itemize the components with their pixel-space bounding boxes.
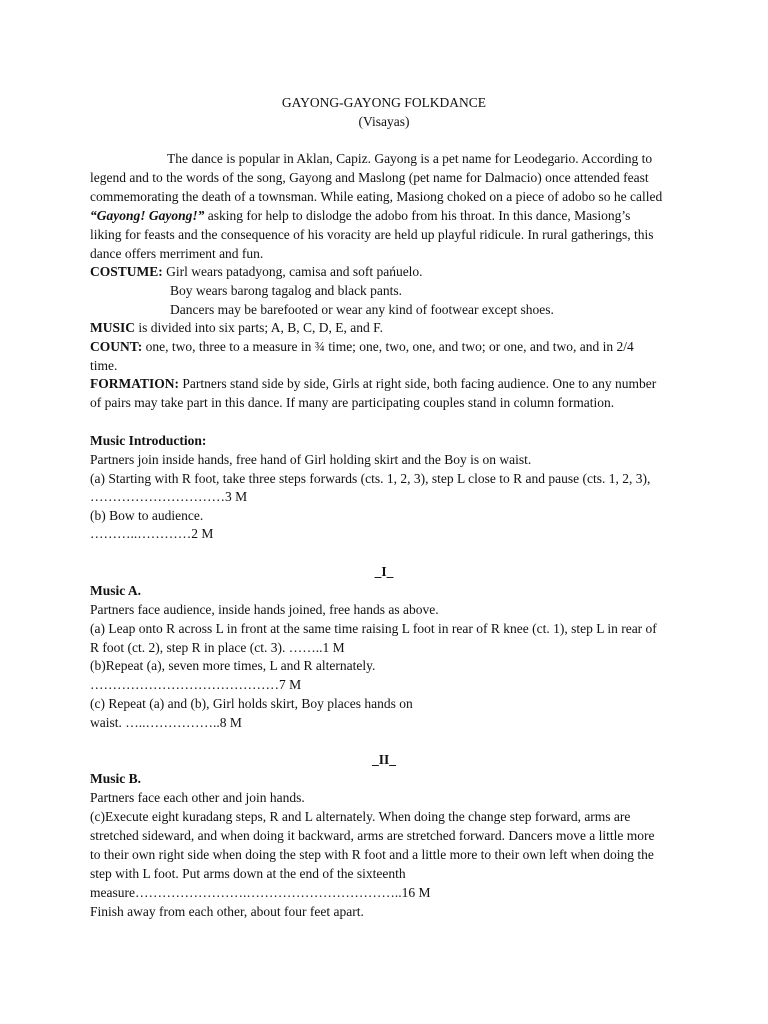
intro-line-5: liking for feasts and the consequence of his voracity are held up playful ridicule. In rural gatherings, this <box>90 227 654 242</box>
count-line-1: COUNT: one, two, three to a measure in ¾ time; one, two, one, and two; or one, and two, and in 2/4 <box>90 339 634 354</box>
music-intro-line-4: (b) Bow to audience. <box>90 508 204 523</box>
part-1-line-1: Partners face audience, inside hands joined, free hands as above. <box>90 602 439 617</box>
part-1-line-5: ……………………………………7 M <box>90 677 302 692</box>
costume-boy-line: Boy wears barong tagalog and black pants. <box>170 283 403 298</box>
music-intro-line-2: (a) Starting with R foot, take three steps forwards (cts. 1, 2, 3), step L close to R and pause (cts. 1, 2, 3), <box>90 471 651 486</box>
count-label: COUNT: <box>90 339 143 354</box>
formation-line-2: of pairs may take part in this dance. If many are participating couples stand in column formation. <box>90 395 615 410</box>
part-2-line-3: stretched sideward, and when doing it backward, arms are stretched forward. Dancers move a little more <box>90 828 655 843</box>
music-intro-heading: Music Introduction: <box>90 433 207 448</box>
music-intro-line-1: Partners join inside hands, free hand of Girl holding skirt and the Boy is on waist. <box>90 452 532 467</box>
part-1-heading: Music A. <box>90 583 142 598</box>
part-2-line-1: Partners face each other and join hands. <box>90 790 305 805</box>
part-2-numeral: _II_ <box>371 752 396 767</box>
document-title: GAYONG-GAYONG FOLKDANCE <box>281 95 487 110</box>
costume-line: COSTUME: Girl wears patadyong, camisa and soft pańuelo. <box>90 264 423 279</box>
part-1-line-4: (b)Repeat (a), seven more times, L and R alternately. <box>90 658 376 673</box>
intro-line-1: The dance is popular in Aklan, Capiz. Gayong is a pet name for Leodegario. According to <box>167 151 653 166</box>
part-2-line-7: Finish away from each other, about four feet apart. <box>90 904 364 919</box>
music-intro-line-5: ………..…………2 M <box>90 526 214 541</box>
part-1-line-3: R foot (ct. 2), step R in place (ct. 3). ……..1 M <box>90 640 345 655</box>
part-2-line-2: (c)Execute eight kuradang steps, R and L alternately. When doing the change step forward, arms are <box>90 809 631 824</box>
part-1-numeral: _I_ <box>374 564 394 579</box>
part-2-line-5: step with L foot. Put arms down at the end of the sixteenth <box>90 866 406 881</box>
part-1-line-6: (c) Repeat (a) and (b), Girl holds skirt, Boy places hands on <box>90 696 413 711</box>
part-2-heading: Music B. <box>90 771 142 786</box>
formation-line-1: FORMATION: Partners stand side by side, Girls at right side, both facing audience. One to any number <box>90 376 657 391</box>
count-line-2: time. <box>90 358 118 373</box>
costume-label: COSTUME: <box>90 264 163 279</box>
part-1-line-2: (a) Leap onto R across L in front at the same time raising L foot in rear of R knee (ct. 1), step L in rear of <box>90 621 657 636</box>
quote-text: “Gayong! Gayong!” <box>90 208 205 223</box>
part-2-line-6: measure…………………….……………………………..16 M <box>90 885 431 900</box>
intro-line-2: legend and to the words of the song, Gayong and Maslong (pet name for Dalmacio) once attended feast <box>90 170 649 185</box>
document-region: (Visayas) <box>358 114 410 129</box>
music-intro-line-3: …………………………3 M <box>90 489 248 504</box>
music-line: MUSIC is divided into six parts; A, B, C, D, E, and F. <box>90 320 383 335</box>
costume-feet-line: Dancers may be barefooted or wear any kind of footwear except shoes. <box>170 302 554 317</box>
part-2-line-4: to their own right side when doing the step with R foot and a little more to their own left when doing the <box>90 847 654 862</box>
intro-line-4: “Gayong! Gayong!” asking for help to dislodge the adobo from his throat. In this dance, Masiong’s <box>90 208 631 223</box>
intro-line-6: dance offers merriment and fun. <box>90 246 264 261</box>
intro-line-3: commemorating the death of a townsman. While eating, Masiong choked on a piece of adobo so he called <box>90 189 663 204</box>
music-label: MUSIC <box>90 320 136 335</box>
part-1-line-7: waist. …..……………..8 M <box>90 715 242 730</box>
formation-label: FORMATION: <box>90 376 179 391</box>
